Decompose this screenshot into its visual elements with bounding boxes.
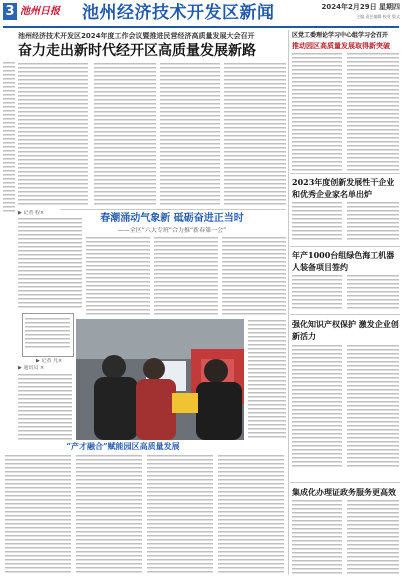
feature-subheadline: ——全区“六大专班”合力推“新春第一会” [117, 227, 227, 234]
feature-body-3 [222, 237, 286, 317]
section-title: 池州经济技术开发区新闻 [82, 3, 275, 23]
photo-caption-text [25, 318, 70, 350]
story-title-2: 年产1000台组绿色海工机器人装备项目签约 [292, 250, 395, 272]
story-body-3b [347, 345, 399, 469]
right-divider-4 [290, 482, 400, 483]
right-body-1 [292, 53, 342, 171]
story-body-2b [347, 275, 399, 311]
bottom-body-4 [218, 455, 284, 575]
story-body-3a [292, 345, 342, 469]
issue-date: 2024年2月29日 星期四 [321, 3, 400, 11]
story-body-4b [347, 500, 399, 575]
newspaper-logo: 池州日报 [20, 6, 60, 17]
news-photo-illustration [76, 319, 244, 440]
story-body-1b [347, 202, 399, 242]
feature-headline: 春潮涌动气象新 砥砺奋进正当时 [100, 213, 244, 224]
lead-kicker: 池州经济技术开发区2024年度工作会议暨推进民营经济高质量发展大会召开 [18, 32, 255, 40]
feature-body-2 [154, 237, 218, 317]
right-headline: 推动园区高质量发展取得新突破 [292, 41, 390, 50]
story-body-2a [292, 275, 342, 311]
right-kicker: 区党工委理论学习中心组学习会召开 [292, 32, 389, 39]
story-title-4: 集成化办理证政务服务更高效 [292, 487, 396, 497]
story-title-1: 2023年度创新发展性干企业和优秀企业家名单出炉 [292, 177, 395, 199]
lead-headline: 奋力走出新时代经开区高质量发展新路 [18, 43, 256, 59]
lead-body-col3 [160, 63, 220, 205]
byline-1: ▶ 记者 程× [18, 210, 45, 216]
bottom-body-2 [76, 455, 142, 575]
lead-body-col2 [94, 63, 156, 205]
feature-body-1 [86, 237, 150, 317]
story-body-4a [292, 500, 342, 575]
right-body-2 [347, 53, 399, 171]
feature-divider [60, 209, 286, 210]
left-body-a [18, 218, 82, 310]
photo-story-headline: “产才融合”赋能园区高质量发展 [66, 441, 180, 451]
bottom-body-3 [147, 455, 213, 575]
page-number-badge: 3 [3, 3, 17, 20]
bottom-body-1 [5, 455, 71, 575]
story-title-3: 强化知识产权保护 激发企业创新活力 [292, 319, 399, 341]
mid-body-right [248, 320, 286, 440]
left-body-b [18, 374, 72, 440]
editor-line: 主编 责任编辑 校对 版式 [356, 14, 400, 19]
story-body-1a [292, 202, 342, 242]
masthead-rule [3, 26, 399, 28]
right-divider-1 [290, 173, 400, 174]
lead-body-col1 [18, 63, 88, 205]
byline-2: ▶ 记者 凡× [36, 358, 63, 364]
right-divider-2 [290, 246, 400, 247]
left-sidebar-body [3, 62, 15, 212]
news-photo [76, 319, 244, 440]
column-rule [288, 30, 289, 575]
right-divider-3 [290, 314, 400, 315]
byline-3: ▶ 通讯员 × [18, 365, 45, 371]
lead-body-col4 [224, 63, 286, 205]
